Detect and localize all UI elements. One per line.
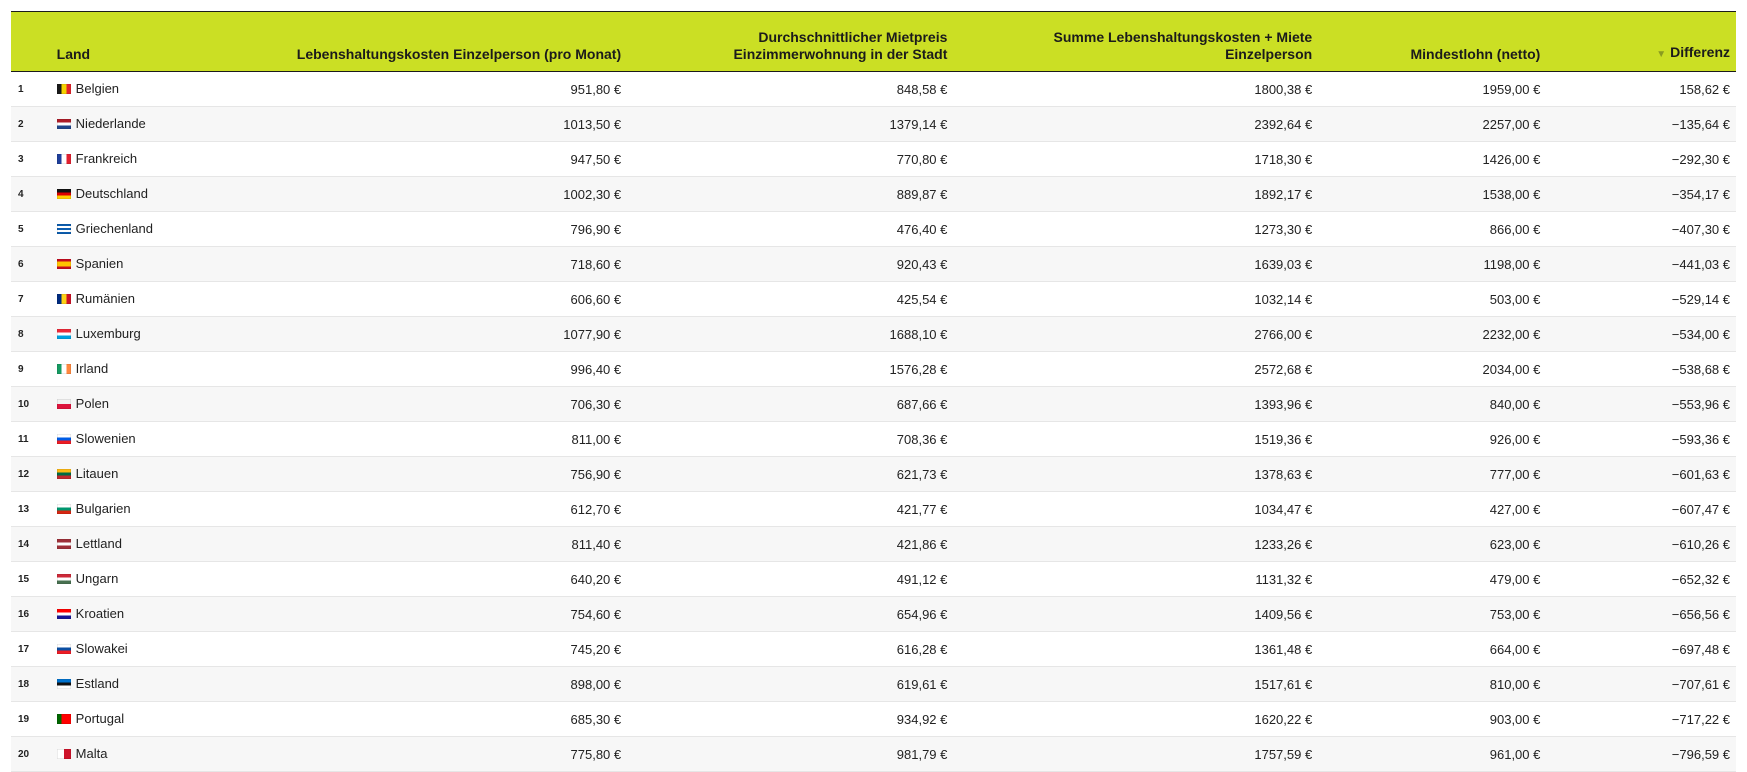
wage-cell: 1426,00 € [1318,142,1546,177]
rank-cell: 4 [11,177,51,212]
rent-cell: 621,73 € [627,457,953,492]
cost-cell: 685,30 € [249,702,627,737]
header-wage[interactable]: Mindestlohn (netto) [1318,12,1546,72]
wage-cell: 2034,00 € [1318,352,1546,387]
table-row[interactable] [11,72,1736,107]
table-body [11,72,1736,772]
diff-cell: −354,17 € [1546,177,1736,212]
country-cell [51,142,249,177]
sum-cell: 1032,14 € [953,282,1318,317]
sum-cell: 1639,03 € [953,247,1318,282]
flag-icon [57,644,71,654]
table-row[interactable] [11,527,1736,562]
country-name: Griechenland [75,221,153,237]
sum-cell: 1620,22 € [953,702,1318,737]
cost-cell: 796,90 € [249,212,627,247]
country-name: Spanien [75,256,124,272]
sum-cell: 1517,61 € [953,667,1318,702]
country-cell [51,212,249,247]
sum-cell: 1409,56 € [953,597,1318,632]
flag-icon [57,154,71,164]
diff-cell: −610,26 € [1546,527,1736,562]
header-rent[interactable] [627,12,953,72]
rank-cell: 11 [11,422,51,457]
wage-cell: 427,00 € [1318,492,1546,527]
rent-cell: 476,40 € [627,212,953,247]
country-name: Bulgarien [75,501,131,517]
sum-cell: 1800,38 € [953,72,1318,107]
sum-cell: 2766,00 € [953,317,1318,352]
sum-cell: 1378,63 € [953,457,1318,492]
ranking-table-container [11,11,1736,772]
country [57,151,137,166]
wage-cell: 623,00 € [1318,527,1546,562]
country [57,641,128,656]
flag-icon [57,714,71,724]
rent-cell: 848,58 € [627,72,953,107]
table-row[interactable] [11,597,1736,632]
country-cell [51,632,249,667]
flag-icon [57,679,71,689]
rent-cell: 920,43 € [627,247,953,282]
country-name: Slowenien [75,431,136,447]
country [57,711,124,726]
rent-cell: 1379,14 € [627,107,953,142]
header-row [11,12,1736,72]
cost-cell: 1013,50 € [249,107,627,142]
cost-cell: 947,50 € [249,142,627,177]
header-rent-line2: Einzimmerwohnung in der Stadt [733,46,948,62]
flag-icon [57,539,71,549]
country-cell [51,177,249,212]
country-name: Portugal [75,711,125,727]
country [57,361,109,376]
country-name: Polen [75,396,109,412]
cost-cell: 612,70 € [249,492,627,527]
table-row[interactable] [11,107,1736,142]
header-rent-line1: Durchschnittlicher Mietpreis [758,29,948,45]
flag-icon [57,224,71,234]
wage-cell: 903,00 € [1318,702,1546,737]
rent-cell: 1576,28 € [627,352,953,387]
country [57,396,109,411]
country-name: Irland [75,361,109,377]
rent-cell: 616,28 € [627,632,953,667]
country-cell [51,422,249,457]
rent-cell: 1688,10 € [627,317,953,352]
cost-cell: 606,60 € [249,282,627,317]
table-row[interactable] [11,562,1736,597]
cost-cell: 745,20 € [249,632,627,667]
diff-cell: −292,30 € [1546,142,1736,177]
wage-cell: 753,00 € [1318,597,1546,632]
header-diff-label: Differenz [1670,44,1730,60]
rank-cell: 13 [11,492,51,527]
flag-icon [57,119,71,129]
rank-cell: 16 [11,597,51,632]
diff-cell: −538,68 € [1546,352,1736,387]
diff-cell: −135,64 € [1546,107,1736,142]
wage-cell: 961,00 € [1318,737,1546,772]
country-name: Kroatien [75,606,125,622]
cost-cell: 951,80 € [249,72,627,107]
country-cell [51,317,249,352]
country [57,256,124,271]
table-row[interactable] [11,387,1736,422]
sum-cell: 1131,32 € [953,562,1318,597]
country [57,326,141,341]
header-sum-line1: Summe Lebenshaltungskosten + Miete [1053,29,1313,45]
table-row[interactable] [11,457,1736,492]
table-row[interactable] [11,632,1736,667]
country-cell [51,527,249,562]
table-row[interactable] [11,212,1736,247]
rank-cell: 15 [11,562,51,597]
sum-cell: 2572,68 € [953,352,1318,387]
sum-cell: 1757,59 € [953,737,1318,772]
country-name: Deutschland [75,186,148,202]
country [57,571,119,586]
sum-cell: 1034,47 € [953,492,1318,527]
cost-cell: 811,00 € [249,422,627,457]
flag-icon [57,329,71,339]
country [57,746,108,761]
flag-icon [57,434,71,444]
table-row[interactable] [11,352,1736,387]
flag-icon [57,364,71,374]
country [57,291,135,306]
cost-cell: 1077,90 € [249,317,627,352]
wage-cell: 2232,00 € [1318,317,1546,352]
diff-cell: 158,62 € [1546,72,1736,107]
country [57,676,119,691]
wage-cell: 664,00 € [1318,632,1546,667]
sort-descending-icon: ▼ [1656,49,1667,60]
header-rank [11,12,51,72]
rent-cell: 770,80 € [627,142,953,177]
rank-cell: 8 [11,317,51,352]
diff-cell: −553,96 € [1546,387,1736,422]
rank-cell: 14 [11,527,51,562]
wage-cell: 777,00 € [1318,457,1546,492]
diff-cell: −607,47 € [1546,492,1736,527]
header-cost[interactable]: Lebenshaltungskosten Einzelperson (pro Monat) [249,12,627,72]
country-cell [51,282,249,317]
diff-cell: −407,30 € [1546,212,1736,247]
header-sum[interactable] [953,12,1318,72]
diff-cell: −601,63 € [1546,457,1736,492]
table-row[interactable] [11,667,1736,702]
rent-cell: 934,92 € [627,702,953,737]
wage-cell: 926,00 € [1318,422,1546,457]
rank-cell: 2 [11,107,51,142]
rent-cell: 889,87 € [627,177,953,212]
table-row[interactable] [11,142,1736,177]
rank-cell: 7 [11,282,51,317]
cost-cell: 718,60 € [249,247,627,282]
table-header [11,12,1736,72]
country-cell [51,352,249,387]
country-name: Litauen [75,466,119,482]
diff-cell: −656,56 € [1546,597,1736,632]
diff-cell: −717,22 € [1546,702,1736,737]
sum-cell: 1393,96 € [953,387,1318,422]
cost-cell: 898,00 € [249,667,627,702]
diff-cell: −796,59 € [1546,737,1736,772]
cost-cell: 756,90 € [249,457,627,492]
diff-cell: −652,32 € [1546,562,1736,597]
diff-cell: −441,03 € [1546,247,1736,282]
country [57,501,131,516]
flag-icon [57,259,71,269]
rent-cell: 421,86 € [627,527,953,562]
rank-cell: 17 [11,632,51,667]
country [57,431,136,446]
rent-cell: 491,12 € [627,562,953,597]
country-name: Belgien [75,81,120,97]
rent-cell: 425,54 € [627,282,953,317]
rent-cell: 421,77 € [627,492,953,527]
wage-cell: 1538,00 € [1318,177,1546,212]
sum-cell: 1718,30 € [953,142,1318,177]
table-row[interactable] [11,702,1736,737]
sum-cell: 1519,36 € [953,422,1318,457]
country-cell [51,107,249,142]
flag-icon [57,504,71,514]
table-row[interactable] [11,422,1736,457]
sum-cell: 2392,64 € [953,107,1318,142]
rent-cell: 654,96 € [627,597,953,632]
country-name: Niederlande [75,116,146,132]
country-cell [51,562,249,597]
rank-cell: 20 [11,737,51,772]
rank-cell: 9 [11,352,51,387]
country-name: Slowakei [75,641,128,657]
cost-cell: 640,20 € [249,562,627,597]
flag-icon [57,749,71,759]
rent-cell: 687,66 € [627,387,953,422]
wage-cell: 1959,00 € [1318,72,1546,107]
cost-cell: 775,80 € [249,737,627,772]
country-name: Luxemburg [75,326,141,342]
country-cell [51,457,249,492]
wage-cell: 1198,00 € [1318,247,1546,282]
country [57,606,124,621]
rank-cell: 12 [11,457,51,492]
diff-cell: −534,00 € [1546,317,1736,352]
cost-cell: 811,40 € [249,527,627,562]
rent-cell: 619,61 € [627,667,953,702]
sum-cell: 1892,17 € [953,177,1318,212]
country-cell [51,702,249,737]
country [57,186,148,201]
diff-cell: −707,61 € [1546,667,1736,702]
cost-cell: 996,40 € [249,352,627,387]
header-sum-line2: Einzelperson [1225,46,1313,62]
table-row[interactable] [11,177,1736,212]
flag-icon [57,399,71,409]
wage-cell: 840,00 € [1318,387,1546,422]
cost-cell: 754,60 € [249,597,627,632]
flag-icon [57,189,71,199]
sum-cell: 1233,26 € [953,527,1318,562]
rank-cell: 3 [11,142,51,177]
country-name: Rumänien [75,291,135,307]
country-cell [51,667,249,702]
country-name: Frankreich [75,151,138,167]
country [57,536,122,551]
header-land[interactable]: Land [51,12,249,72]
country-name: Lettland [75,536,122,552]
wage-cell: 2257,00 € [1318,107,1546,142]
flag-icon [57,469,71,479]
table-row[interactable] [11,247,1736,282]
diff-cell: −593,36 € [1546,422,1736,457]
country-name: Ungarn [75,571,119,587]
country-cell [51,737,249,772]
diff-cell: −697,48 € [1546,632,1736,667]
rent-cell: 708,36 € [627,422,953,457]
flag-icon [57,609,71,619]
flag-icon [57,574,71,584]
wage-cell: 866,00 € [1318,212,1546,247]
country-cell [51,492,249,527]
rank-cell: 5 [11,212,51,247]
table-row[interactable] [11,737,1736,772]
rank-cell: 1 [11,72,51,107]
country-name: Malta [75,746,108,762]
country [57,466,119,481]
country [57,221,153,236]
rent-cell: 981,79 € [627,737,953,772]
cost-cell: 706,30 € [249,387,627,422]
table-row[interactable] [11,492,1736,527]
table-row[interactable] [11,317,1736,352]
rank-cell: 10 [11,387,51,422]
country-cell [51,387,249,422]
header-diff[interactable] [1546,12,1736,72]
country [57,116,146,131]
country [57,81,119,96]
sum-cell: 1361,48 € [953,632,1318,667]
wage-cell: 479,00 € [1318,562,1546,597]
rank-cell: 6 [11,247,51,282]
country-cell [51,247,249,282]
wage-cell: 810,00 € [1318,667,1546,702]
flag-icon [57,84,71,94]
country-cell [51,597,249,632]
country-cell [51,72,249,107]
sum-cell: 1273,30 € [953,212,1318,247]
rank-cell: 18 [11,667,51,702]
rank-cell: 19 [11,702,51,737]
flag-icon [57,294,71,304]
cost-cell: 1002,30 € [249,177,627,212]
country-name: Estland [75,676,120,692]
cost-of-living-table [11,11,1736,772]
table-row[interactable] [11,282,1736,317]
diff-cell: −529,14 € [1546,282,1736,317]
wage-cell: 503,00 € [1318,282,1546,317]
